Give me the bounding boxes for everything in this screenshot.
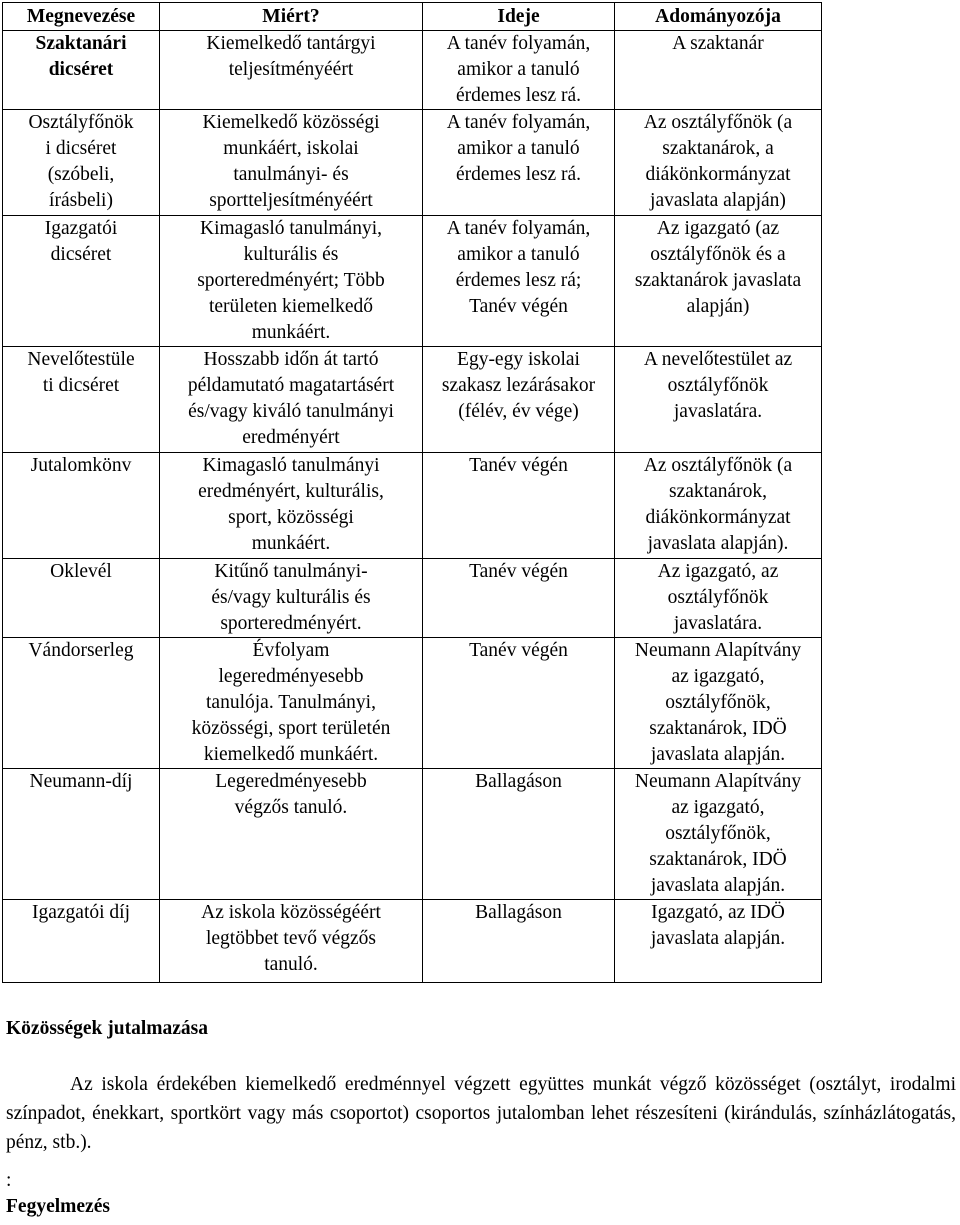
row-why-cell xyxy=(160,900,423,983)
row-name-cell xyxy=(3,453,160,559)
row-by-cell xyxy=(615,347,822,453)
section-heading-community-rewards: Közösségek jutalmazása xyxy=(6,1018,209,1039)
row-name-cell xyxy=(3,900,160,983)
row-by: Igazgató, az IDÖ javaslata alapján. xyxy=(650,902,786,949)
row-when-cell xyxy=(423,216,615,347)
section-paragraph: Az iskola érdekében kiemelkedő eredménnyel végzett együttes munkát végző közösséget (osztályt, irodalmi színpadot, énekkart, sportkört vagy más csoportot) csoportos jutalomban lehet részesíteni (kirándulás, színházlátogatás, pénz, stb.). xyxy=(6,1074,956,1153)
row-by: Neumann Alapítvány az igazgató, osztályfőnök, szaktanárok, IDÖ javaslata alapján. xyxy=(634,640,802,765)
row-by-cell xyxy=(615,559,822,638)
row-name: Igazgatói díj xyxy=(31,902,130,923)
row-when-cell xyxy=(423,559,615,638)
table-row xyxy=(3,347,822,453)
row-why-cell xyxy=(160,453,423,559)
row-by-cell xyxy=(615,110,822,216)
row-when-cell xyxy=(423,769,615,900)
row-name: Neumann-díj xyxy=(29,771,133,792)
row-why-cell xyxy=(160,347,423,453)
row-when: A tanév folyamán, amikor a tanuló érdemes lesz rá. xyxy=(446,33,591,106)
table-row xyxy=(3,216,822,347)
row-why-cell xyxy=(160,559,423,638)
row-name-cell xyxy=(3,769,160,900)
row-when-cell xyxy=(423,31,615,110)
header-by: Adományozója xyxy=(615,3,822,31)
row-name-cell xyxy=(3,216,160,347)
row-by: Az osztályfőnök (a szaktanárok, a diákönkormányzat javaslata alapján) xyxy=(643,112,793,211)
row-why-cell xyxy=(160,216,423,347)
row-when-cell xyxy=(423,347,615,453)
row-by-cell xyxy=(615,31,822,110)
row-name-cell xyxy=(3,110,160,216)
rewards-table xyxy=(2,2,822,983)
header-name: Megnevezése xyxy=(3,3,160,31)
section-heading-discipline: Fegyelmezés xyxy=(6,1196,110,1217)
table-row xyxy=(3,559,822,638)
row-name-cell xyxy=(3,638,160,769)
row-name: Jutalomkönv xyxy=(30,455,132,476)
table-row xyxy=(3,453,822,559)
row-when: A tanév folyamán, amikor a tanuló érdemes lesz rá; Tanév végén xyxy=(446,218,591,317)
row-name: Osztályfőnök i dicséret (szóbeli, írásbeli) xyxy=(28,112,134,211)
table-row xyxy=(3,638,822,769)
row-when: Ballagáson xyxy=(475,902,562,923)
row-by: Neumann Alapítvány az igazgató, osztályfőnök, szaktanárok, IDÖ javaslata alapján. xyxy=(634,771,802,896)
row-by-cell xyxy=(615,900,822,983)
row-by-cell xyxy=(615,638,822,769)
row-why: Kimagasló tanulmányi, kulturális és sporteredményért; Több területen kiemelkedő munkáért. xyxy=(197,218,385,343)
row-by-cell xyxy=(615,453,822,559)
row-name-cell xyxy=(3,31,160,110)
table-row xyxy=(3,110,822,216)
row-why-cell xyxy=(160,31,423,110)
row-name: Szaktanári dicséret xyxy=(35,33,127,80)
row-by: Az igazgató, az osztályfőnök javaslatára. xyxy=(657,561,779,634)
row-name: Vándorserleg xyxy=(28,640,134,661)
table-row xyxy=(3,31,822,110)
row-when: Tanév végén xyxy=(469,455,568,476)
row-why: Kimagasló tanulmányi eredményért, kulturális, sport, közösségi munkáért. xyxy=(198,455,384,554)
row-when-cell xyxy=(423,900,615,983)
row-by: Az osztályfőnök (a szaktanárok, diákönkormányzat javaslata alapján). xyxy=(643,455,793,554)
row-why: Az iskola közösségéért legtöbbet tevő végzős tanuló. xyxy=(201,902,381,975)
row-why-cell xyxy=(160,638,423,769)
stray-colon: : xyxy=(6,1170,12,1191)
row-by-cell xyxy=(615,216,822,347)
table-header-row xyxy=(3,3,822,31)
row-by: A nevelőtestület az osztályfőnök javaslatára. xyxy=(643,349,793,422)
row-why: Legeredményesebb végzős tanuló. xyxy=(215,771,367,818)
row-name: Nevelőtestüle ti dicséret xyxy=(27,349,135,396)
row-when-cell xyxy=(423,638,615,769)
row-when: A tanév folyamán, amikor a tanuló érdemes lesz rá. xyxy=(446,112,591,185)
row-when: Tanév végén xyxy=(469,561,568,582)
row-by-cell xyxy=(615,769,822,900)
row-why-cell xyxy=(160,110,423,216)
header-when: Ideje xyxy=(423,3,615,31)
row-name-cell xyxy=(3,559,160,638)
row-by: Az igazgató (az osztályfőnök és a szaktanárok javaslata alapján) xyxy=(634,218,802,317)
row-why: Kitűnő tanulmányi- és/vagy kulturális és sporteredményért. xyxy=(211,561,371,634)
row-when: Ballagáson xyxy=(475,771,562,792)
row-why: Hosszabb időn át tartó példamutató magatartásért és/vagy kiváló tanulmányi eredményért xyxy=(187,349,395,448)
row-name: Igazgatói dicséret xyxy=(44,218,118,265)
row-why: Kiemelkedő közösségi munkáért, iskolai tanulmányi- és sportteljesítményéért xyxy=(202,112,380,211)
row-why-cell xyxy=(160,769,423,900)
row-when-cell xyxy=(423,110,615,216)
row-when-cell xyxy=(423,453,615,559)
row-why: Kiemelkedő tantárgyi teljesítményéért xyxy=(206,33,376,80)
row-name: Oklevél xyxy=(50,561,112,582)
table-row xyxy=(3,769,822,900)
row-why: Évfolyam legeredményesebb tanulója. Tanulmányi, közösségi, sport területén kiemelkedő munkáért. xyxy=(191,640,391,765)
row-by: A szaktanár xyxy=(672,33,764,54)
header-why: Miért? xyxy=(160,3,423,31)
row-name-cell xyxy=(3,347,160,453)
row-when: Egy-egy iskolai szakasz lezárásakor (félév, év vége) xyxy=(441,349,596,422)
row-when: Tanév végén xyxy=(469,640,568,661)
table-row xyxy=(3,900,822,983)
